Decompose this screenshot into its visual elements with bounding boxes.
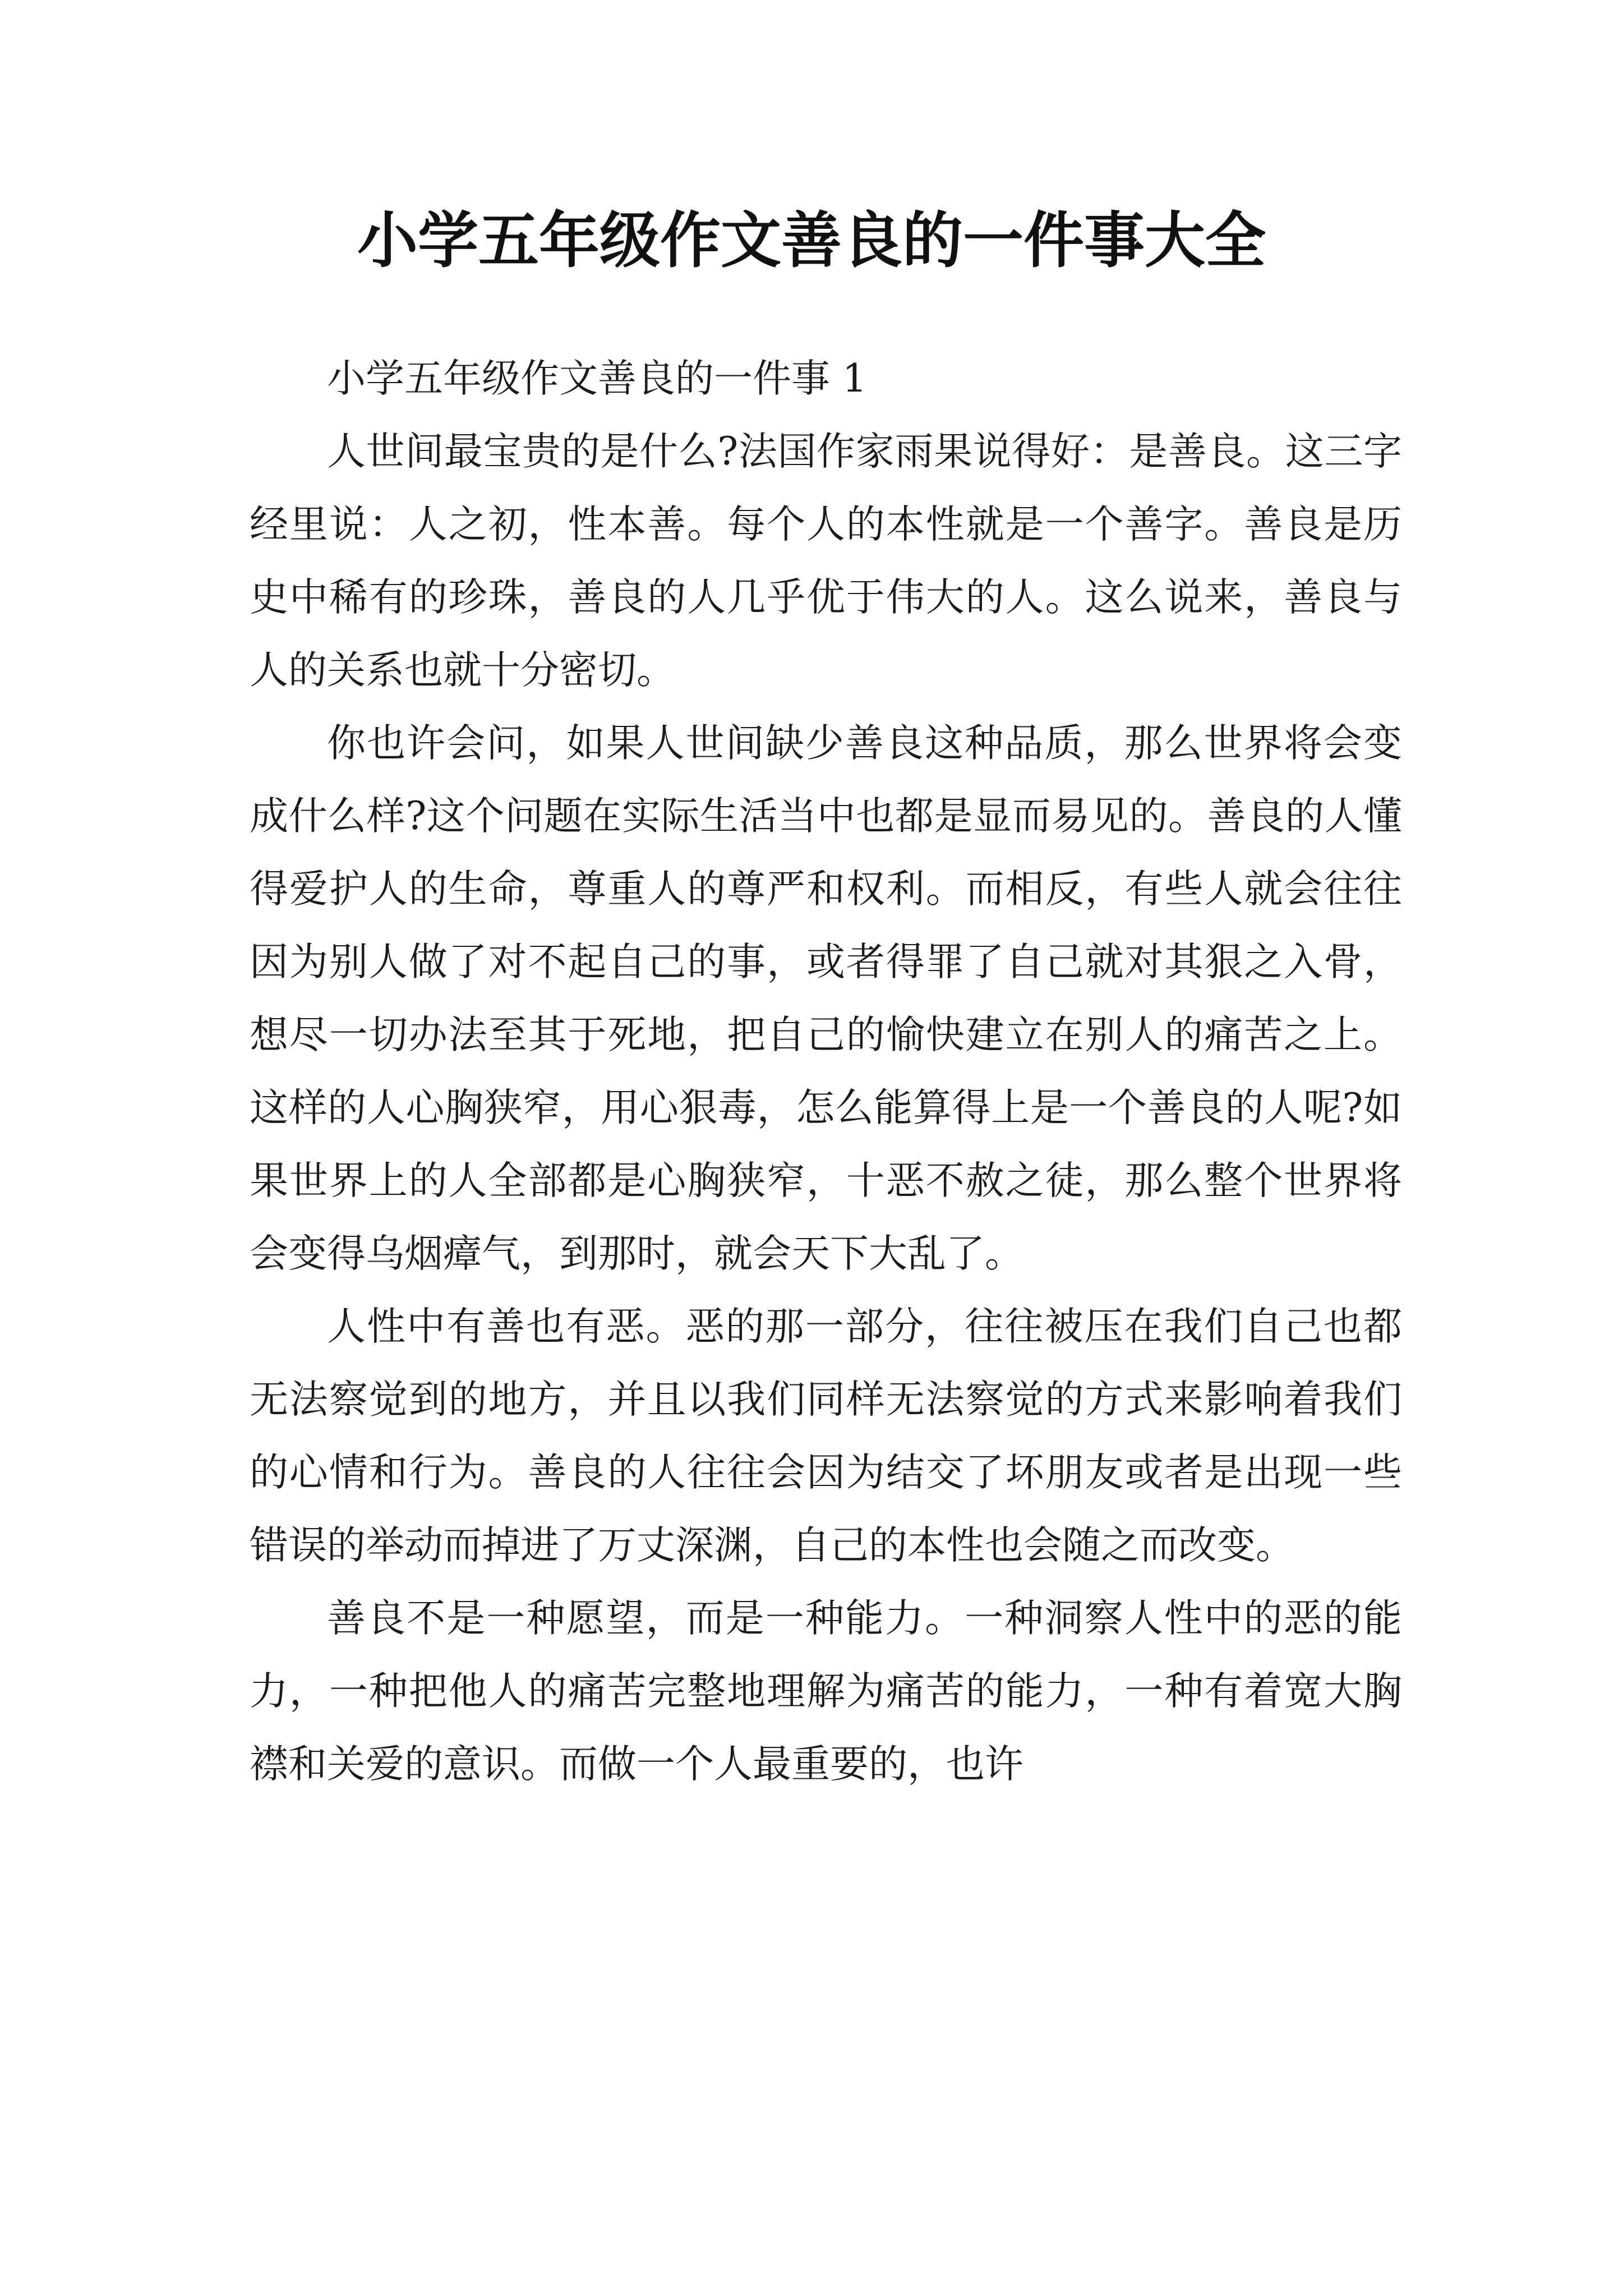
paragraph-4: 善良不是一种愿望，而是一种能力。一种洞察人性中的恶的能力，一种把他人的痛苦完整地理解为痛苦的能力，一种有着宽大胸襟和关爱的意识。而做一个人最重要的，也许 <box>250 1596 1402 1787</box>
section-heading: 小学五年级作文善良的一件事 1 <box>327 356 867 401</box>
document-body <box>250 342 1402 1801</box>
paragraph-3: 人性中有善也有恶。恶的那一部分，往往被压在我们自己也都无法察觉到的地方，并且以我们同样无法察觉的方式来影响着我们的心情和行为。善良的人往往会因为结交了坏朋友或者是出现一些错误的举动而掉进了万丈深渊，自己的本性也会随之而改变。 <box>250 1304 1402 1568</box>
document-title: 小学五年级作文善良的一件事大全 <box>357 206 1266 276</box>
paragraph-1: 人世间最宝贵的是什么?法国作家雨果说得好：是善良。这三字经里说：人之初，性本善。每个人的本性就是一个善字。善良是历史中稀有的珍珠，善良的人几乎优于伟大的人。这么说来，善良与人的关系也就十分密切。 <box>250 429 1402 693</box>
paragraph-2: 你也许会问，如果人世间缺少善良这种品质，那么世界将会变成什么样?这个问题在实际生活当中也都是显而易见的。善良的人懂得爱护人的生命，尊重人的尊严和权利。而相反，有些人就会往往因为别人做了对不起自己的事，或者得罪了自己就对其狠之入骨，想尽一切办法至其于死地，把自己的愉快建立在别人的痛苦之上。这样的人心胸狭窄，用心狠毒，怎么能算得上是一个善良的人呢?如果世界上的人全部都是心胸狭窄，十恶不赦之徒，那么整个世界将会变得乌烟瘴气，到那时，就会天下大乱了。 <box>250 721 1402 1276</box>
